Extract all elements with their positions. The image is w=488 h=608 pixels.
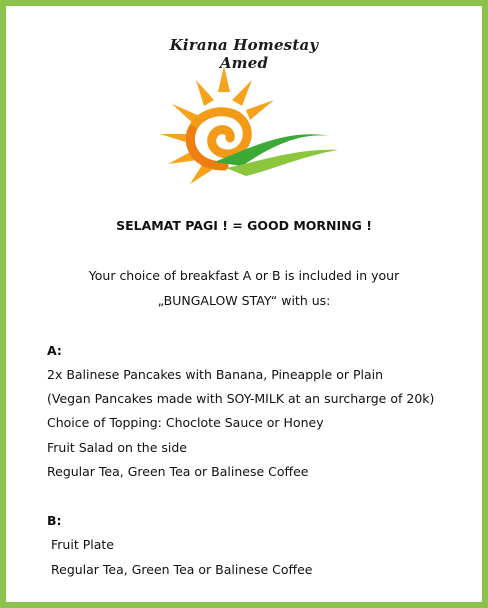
option-b-item: Fruit Plate [51,537,114,552]
option-b-item: Regular Tea, Green Tea or Balinese Coffee [51,562,313,577]
intro-line: Your choice of breakfast A or B is included in your [88,268,400,283]
option-a-heading: A: [47,343,62,358]
option-a-item: 2x Balinese Pancakes with Banana, Pineapple or Plain [47,367,384,382]
greeting-heading: SELAMAT PAGI ! = GOOD MORNING ! [116,218,372,233]
intro-line: „BUNGALOW STAY“ with us: [157,293,331,308]
logo [146,30,342,188]
logo-title: Kirana Homestay Amed [169,36,319,72]
option-b-heading: B: [47,513,62,528]
option-a-item: Choice of Topping: Choclote Sauce or Honey [47,415,324,430]
option-a-item: (Vegan Pancakes made with SOY-MILK at an surcharge of 20k) [47,391,435,406]
sun-leaf-logo-icon [146,58,342,186]
option-a-item: Fruit Salad on the side [47,440,187,455]
option-a-item: Regular Tea, Green Tea or Balinese Coffee [47,464,309,479]
